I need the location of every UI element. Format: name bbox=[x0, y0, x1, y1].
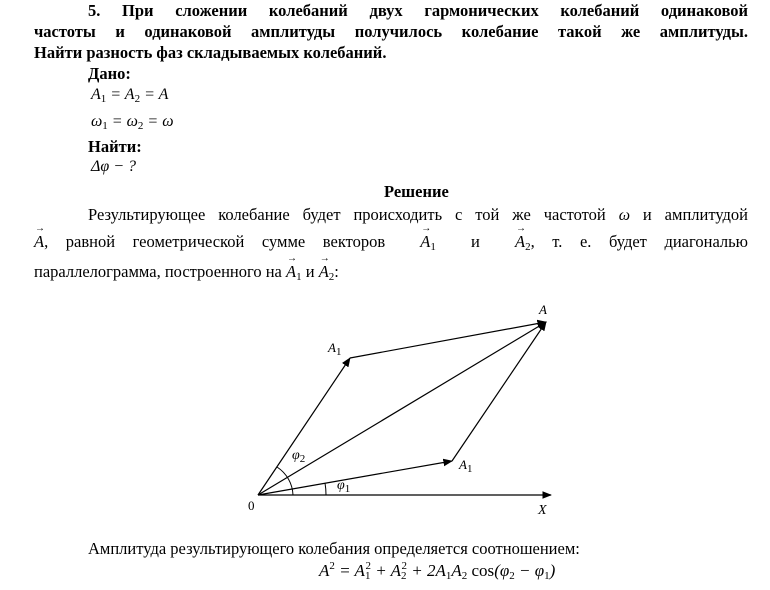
given-title: Дано: bbox=[88, 64, 131, 83]
vector-a1-upper bbox=[258, 358, 350, 495]
solution-title: Решение bbox=[384, 182, 449, 201]
given-amplitudes: $A_1 = A_2 = A$ bbox=[91, 86, 169, 105]
find-unknown: Δφ − ? bbox=[91, 158, 137, 175]
label-origin: 0 bbox=[248, 498, 255, 513]
given-frequencies: $\omega_1 = \omega_2 = \omega$ bbox=[91, 113, 174, 132]
angle-arc-phi1 bbox=[325, 483, 326, 495]
problem-line-2: частоты и одинаковой амплитуды получилось колебание такой же амплитуды. bbox=[34, 22, 748, 41]
solution-line-3: параллелограмма, построенного на → $A_1$ $и \to A_2$: bbox=[34, 258, 748, 291]
amplitude-formula: $A^2 = A_1^2 + A_2^2 + 2A_1A_2$ $\cos(\varphi_2 - \varphi_1)$ bbox=[319, 560, 556, 582]
label-phi1: $\varphi_1$ bbox=[337, 478, 351, 495]
solution-line-2: → A, равной геометрической сумме векторов → $A_1$ $и \to A_2$, т. е. будет диагональю bbox=[34, 228, 748, 261]
label-a1-right: $A_1$ bbox=[459, 457, 473, 475]
find-title: Найти: bbox=[88, 137, 142, 156]
amplitude-text: Амплитуда результирующего колебания определяется соотношением: bbox=[88, 539, 580, 558]
label-a1-top: $A_1$ bbox=[328, 340, 342, 358]
label-phi2: $\varphi_2$ bbox=[292, 448, 306, 465]
parallelogram-right bbox=[452, 322, 546, 461]
label-a: A bbox=[539, 302, 547, 317]
problem-line-1: 5. При сложении колебаний двух гармонических колебаний одинаковой bbox=[88, 1, 749, 20]
solution-line-1: Результирующее колебание будет происходить с той же частотой ω и амплитудой bbox=[88, 205, 749, 224]
problem-line-3: Найти разность фаз складываемых колебаний. bbox=[34, 43, 387, 62]
label-x-axis: X bbox=[538, 503, 547, 518]
